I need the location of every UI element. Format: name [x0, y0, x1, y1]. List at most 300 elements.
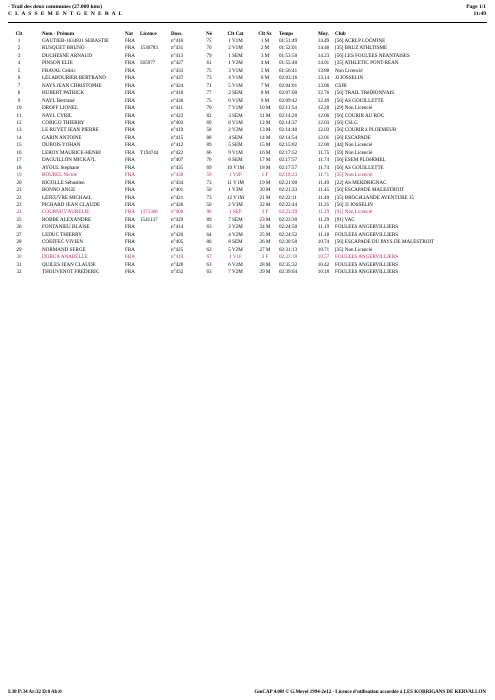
- cell-speed: 12.76: [317, 90, 330, 97]
- cell-name: HUBERT PATRICK: [42, 90, 85, 97]
- cell-club: JJ JOSSELIN: [335, 75, 364, 82]
- cell-sex-rank: 21 M: [259, 194, 271, 201]
- cell-speed: 14.49: [317, 38, 330, 44]
- cell-sex-rank: 28 M: [259, 261, 271, 268]
- cell-nat: FRA: [125, 134, 135, 141]
- cell-sex-rank: 10 M: [259, 105, 271, 112]
- cell-sex-rank: 7 M: [260, 82, 270, 89]
- cell-name: PINSON ELIE: [42, 60, 73, 67]
- table-row: [8, 113, 487, 120]
- cell-cat-rank: 7 V2M: [228, 269, 243, 276]
- cell-cat-rank: 3 V2M: [228, 224, 243, 231]
- cell-rank: 21: [16, 187, 22, 194]
- cell-sex-rank: 29 M: [259, 269, 271, 276]
- cell-name: LEDUC THIERRY: [42, 231, 82, 238]
- cell-speed: 11.40: [317, 194, 330, 201]
- cell-born: 67: [206, 254, 212, 261]
- cell-name: FRAVAL Cédric: [42, 67, 76, 74]
- cell-time: 02:35:32: [279, 261, 298, 268]
- cell-club: [59] Non Licencié: [335, 149, 373, 156]
- cell-time: 02:15:02: [279, 142, 298, 149]
- cell-speed: 13.88: [317, 67, 330, 74]
- cell-cat-rank: 2 V2M: [228, 127, 243, 134]
- cell-born: 73: [206, 179, 212, 186]
- cell-born: 73: [206, 194, 212, 201]
- cell-sex-rank: 2 F: [261, 209, 269, 216]
- cell-bib: n°414: [171, 224, 184, 231]
- cell-licence: [140, 239, 171, 246]
- cell-time: 02:39:04: [279, 269, 298, 276]
- cell-nat: FRA: [125, 194, 135, 201]
- cell-nat: FRA: [125, 52, 135, 59]
- cell-born: 76: [206, 157, 212, 164]
- cell-bib: n°415: [171, 134, 184, 141]
- cell-bib: n°420: [171, 231, 184, 238]
- cell-rank: 8: [17, 90, 21, 97]
- cell-sex-rank: 1 F: [261, 172, 269, 179]
- table-row: [8, 150, 487, 157]
- cell-born: 86: [206, 239, 212, 246]
- cell-nat: FRA: [125, 149, 135, 156]
- col-header-speed: Moy.: [318, 30, 329, 37]
- results-table: [8, 29, 487, 277]
- table-row: [8, 209, 487, 216]
- cell-speed: 12.28: [317, 105, 330, 112]
- cell-sex-rank: 8 M: [260, 90, 270, 97]
- cell-time: 01:52:01: [279, 45, 298, 52]
- table-row: [8, 45, 487, 52]
- cell-nat: FRA: [125, 127, 135, 134]
- table-row: [8, 232, 487, 239]
- cell-sex-rank: 16 M: [259, 149, 271, 156]
- cell-time: 02:21:00: [279, 179, 298, 186]
- cell-cat-rank: 1 V2M: [228, 60, 243, 67]
- cell-club: FOULEES ANGERVILLIERS: [335, 269, 399, 276]
- cell-speed: 11.74: [317, 164, 330, 171]
- cell-club: Non Licencié: [335, 67, 363, 74]
- cell-time: 02:09:42: [279, 97, 298, 104]
- cell-club: [56] ESEM PLOëRMEL: [335, 157, 386, 164]
- table-row: [8, 75, 487, 82]
- cell-speed: 14.01: [317, 60, 330, 67]
- cell-born: 71: [206, 82, 212, 89]
- cell-rank: 12: [16, 119, 22, 126]
- cell-cat-rank: 1 V3M: [228, 187, 243, 194]
- cell-name: DAGUILLON MICKA?L: [42, 157, 96, 164]
- table-row: [8, 239, 487, 246]
- cell-cat-rank: 1 V1F: [229, 254, 242, 261]
- cell-nat: FRA: [125, 261, 135, 268]
- cell-speed: 12.49: [317, 97, 330, 104]
- cell-name: DROFF LIONEL: [42, 105, 79, 112]
- cell-sex-rank: 18 M: [259, 164, 271, 171]
- col-header-born: Né: [206, 30, 212, 37]
- page-number: Page 1/1: [466, 4, 486, 10]
- cell-cat-rank: 2 V3M: [228, 201, 243, 208]
- cell-rank: 30: [16, 254, 22, 261]
- cell-name: COURNUT AURELIE: [42, 209, 90, 216]
- cell-club: CSJB: [335, 82, 347, 89]
- table-row: [8, 180, 487, 187]
- table-row: [8, 172, 487, 179]
- cell-nat: FRA: [125, 254, 135, 261]
- cell-nat: FRA: [125, 172, 135, 179]
- cell-speed: 11.29: [317, 209, 330, 216]
- cell-name: FONTANIEU BLAISE: [42, 224, 90, 231]
- table-row: [8, 224, 487, 231]
- cell-rank: 15: [16, 142, 22, 149]
- cell-cat-rank: 7 V1M: [228, 105, 243, 112]
- cell-born: 89: [206, 142, 212, 149]
- cell-rank: 9: [17, 97, 21, 104]
- cell-rank: 19: [16, 172, 22, 179]
- cell-time: 01:56:41: [279, 67, 298, 74]
- cell-club: [35] Non Licencié: [335, 172, 373, 179]
- cell-sex-rank: 5 M: [260, 67, 270, 74]
- table-row: [8, 90, 487, 97]
- cell-bib: n°407: [171, 157, 184, 164]
- cell-bib: n°437: [171, 75, 184, 82]
- cell-time: 02:14:40: [279, 127, 298, 134]
- cell-sex-rank: 1 M: [260, 38, 270, 44]
- cell-cat-rank: 4 V1M: [228, 75, 243, 82]
- cell-name: LEROY MAURICE-HENRI: [42, 149, 101, 156]
- cell-born: 61: [206, 60, 212, 67]
- cell-nat: FRA: [125, 246, 135, 253]
- cell-club: [56] AS GOUILLETTE: [335, 97, 384, 104]
- cell-nat: FRA: [125, 209, 135, 216]
- table-row: [8, 120, 487, 127]
- cell-club: FOULEES ANGERVILLIERS: [335, 224, 399, 231]
- cell-time: 01:53:50: [279, 52, 298, 59]
- cell-licence: [140, 75, 171, 82]
- cell-speed: 11.75: [317, 149, 330, 156]
- table-row: [8, 254, 487, 261]
- cell-speed: 10.18: [317, 269, 330, 276]
- cell-licence: [140, 187, 171, 194]
- cell-nat: FRA: [125, 112, 135, 119]
- cell-licence: [140, 68, 171, 75]
- cell-rank: 11: [16, 112, 22, 119]
- col-header-bib: Doss.: [171, 30, 183, 37]
- cell-nat: FRA: [125, 60, 135, 67]
- cell-club: [56] COURIR à PLOEMEUR: [335, 127, 397, 134]
- cell-time: 02:23:30: [279, 216, 298, 223]
- col-header-rank: Clt: [15, 30, 23, 37]
- cell-time: 02:03:16: [279, 75, 298, 82]
- cell-licence: [140, 165, 171, 172]
- table-row: [8, 83, 487, 90]
- cell-licence: [140, 254, 171, 261]
- cell-speed: 10.57: [317, 254, 330, 261]
- table-row: [8, 202, 487, 209]
- cell-licence: [140, 232, 171, 239]
- col-header-licence: Licence: [140, 30, 157, 37]
- cell-nat: FRA: [125, 157, 135, 164]
- cell-rank: 2: [17, 45, 21, 52]
- cell-licence: [140, 269, 171, 276]
- cell-name: NAYL Bertrand: [42, 97, 75, 104]
- cell-name: QUILES JEAN CLAUDE: [42, 261, 96, 268]
- cell-bib: n°427: [171, 60, 184, 67]
- cell-licence: 1530783: [140, 45, 158, 52]
- cell-name: BONNO ANGE: [42, 187, 76, 194]
- cell-club: [29] Non Licencié: [335, 105, 373, 112]
- col-header-club: Club: [335, 30, 346, 37]
- col-header-cat-rank: Clt Cat: [227, 30, 244, 37]
- cell-sex-rank: 19 M: [259, 179, 271, 186]
- cell-name: NAYS JEAN CHRISTOPHE: [42, 82, 102, 89]
- cell-rank: 29: [16, 246, 22, 253]
- cell-club: [56] ACRLP LOCMINE: [335, 38, 386, 44]
- cell-time: 02:14:20: [279, 112, 298, 119]
- cell-sex-rank: 17 M: [259, 157, 271, 164]
- cell-time: 02:14:37: [279, 119, 298, 126]
- cell-time: 02:14:54: [279, 134, 298, 141]
- cell-bib: n°423: [171, 112, 184, 119]
- cell-bib: n°419: [171, 127, 184, 134]
- footer-licence: GmCAP 4.00f © G.Mevel 1994-2e12 - Licence d'utilisation accordée à LES KORRIGANS DE KERVALLON: [254, 690, 486, 695]
- cell-nat: FRA: [125, 119, 135, 126]
- cell-licence: [140, 38, 171, 45]
- cell-bib: n°413: [171, 52, 184, 59]
- cell-born: 75: [206, 38, 212, 44]
- cell-name: NORMAND SERGE: [42, 246, 86, 253]
- col-header-nat: Nat: [125, 30, 133, 37]
- cell-club: FOULEES ANGERVILLIERS: [335, 231, 399, 238]
- cell-nat: FRA: [125, 67, 135, 74]
- cell-name: RUSQUET BRUNO: [42, 45, 85, 52]
- cell-bib: n°410: [171, 254, 184, 261]
- cell-cat-rank: 6 V2M: [228, 261, 243, 268]
- race-title: - Trail des deux communes (27.000 kms): [8, 4, 103, 10]
- cell-speed: 11.49: [317, 179, 330, 186]
- cell-rank: 24: [16, 209, 22, 216]
- cell-licence: [140, 135, 171, 142]
- cell-sex-rank: 26 M: [259, 239, 271, 246]
- cell-rank: 3: [17, 52, 21, 59]
- cell-cat-rank: 2 V1M: [228, 45, 243, 52]
- cell-born: 63: [206, 269, 212, 276]
- cell-sex-rank: 25 M: [259, 231, 271, 238]
- cell-born: 62: [206, 246, 212, 253]
- cell-speed: 14.46: [317, 45, 330, 52]
- cell-club: [35] BRUZ ATHLTISME: [335, 45, 388, 52]
- cell-rank: 20: [16, 179, 22, 186]
- cell-bib: n°402: [171, 119, 184, 126]
- cell-rank: 31: [16, 261, 22, 268]
- cell-licence: [140, 127, 171, 134]
- cell-nat: FRA: [125, 105, 135, 112]
- cell-licence: [140, 98, 171, 105]
- cell-time: 02:11:54: [279, 105, 297, 112]
- cell-time: 02:21:33: [279, 187, 298, 194]
- cell-speed: 12.03: [317, 119, 330, 126]
- cell-name: GAUTIER-1634831 SEBASTIE: [42, 38, 109, 44]
- cell-rank: 10: [16, 105, 22, 112]
- cell-speed: 11.18: [317, 231, 330, 238]
- cell-licence: [140, 180, 171, 187]
- cell-licence: 1373368: [140, 209, 158, 216]
- cell-bib: n°431: [171, 45, 184, 52]
- cell-bib: n°434: [171, 179, 184, 186]
- cell-time: 02:30:50: [279, 239, 298, 246]
- cell-time: 02:24:50: [279, 224, 298, 231]
- cell-born: 70: [206, 45, 212, 52]
- cell-name: PICHARD JEAN CLAUDE: [42, 201, 101, 208]
- table-row: [8, 53, 487, 60]
- cell-born: 64: [206, 231, 212, 238]
- cell-speed: 10.71: [317, 246, 330, 253]
- cell-sex-rank: 22 M: [259, 201, 271, 208]
- cell-cat-rank: 1 V2F: [229, 172, 242, 179]
- cell-club: [56] LES FOULEES NEANTAISES: [335, 52, 410, 59]
- cell-speed: 12.00: [317, 142, 330, 149]
- cell-licence: [140, 83, 171, 90]
- cell-cat-rank: 5 V1M: [228, 82, 243, 89]
- cell-born: 63: [206, 224, 212, 231]
- table-row: [8, 105, 487, 112]
- cell-nat: FRA: [125, 164, 135, 171]
- cell-licence: [140, 105, 171, 112]
- cell-club: FOULEES ANGERVILLIERS: [335, 254, 399, 261]
- table-row: [8, 195, 487, 202]
- cell-cat-rank: 3 SEM: [228, 112, 243, 119]
- cell-speed: 13.14: [317, 75, 330, 82]
- cell-nat: FRA: [125, 224, 135, 231]
- cell-sex-rank: 11 M: [259, 112, 271, 119]
- table-row: [8, 165, 487, 172]
- cell-cat-rank: 11 V1M: [227, 179, 244, 186]
- cell-rank: 17: [16, 157, 22, 164]
- cell-club: [56] ESCAPADE MALESTROIT: [335, 187, 405, 194]
- cell-speed: 13.06: [317, 82, 330, 89]
- cell-rank: 13: [16, 127, 22, 134]
- cell-time: 02:33:18: [279, 254, 298, 261]
- table-row: [8, 135, 487, 142]
- cell-name: COEFFEC VIVIEN: [42, 239, 84, 246]
- cell-born: 73: [206, 75, 212, 82]
- cell-licence: [140, 195, 171, 202]
- cell-nat: FRA: [125, 75, 135, 82]
- cell-bib: n°416: [171, 38, 184, 44]
- cell-nat: FRA: [125, 97, 135, 104]
- cell-cat-rank: 8 SEM: [228, 239, 243, 246]
- cell-nat: FRA: [125, 201, 135, 208]
- cell-time: 02:23:29: [279, 209, 298, 216]
- cell-time: 02:07:00: [279, 90, 298, 97]
- header-divider: [8, 22, 487, 23]
- cell-cat-rank: 8 V1M: [228, 119, 243, 126]
- cell-sex-rank: 27 M: [259, 246, 271, 253]
- cell-club: [56] AS GOUILLETTE: [335, 164, 384, 171]
- cell-nat: FRA: [125, 82, 135, 89]
- cell-sex-rank: 3 F: [261, 254, 269, 261]
- cell-born: 50: [206, 201, 212, 208]
- cell-speed: 11.74: [317, 157, 330, 164]
- cell-speed: 12.06: [317, 112, 330, 119]
- cell-rank: 25: [16, 216, 22, 223]
- cell-sex-rank: 4 M: [260, 60, 270, 67]
- cell-name: DOBUA ANABELLE: [42, 254, 88, 261]
- cell-speed: 11.19: [317, 224, 330, 231]
- table-row: [8, 68, 487, 75]
- cell-rank: 6: [17, 75, 21, 82]
- cell-nat: FRA: [125, 231, 135, 238]
- cell-born: 69: [206, 119, 212, 126]
- cell-bib: n°425: [171, 246, 184, 253]
- cell-club: [44] Non Licencié: [335, 142, 373, 149]
- cell-name: GARIN ANTOINE: [42, 134, 82, 141]
- cell-cat-rank: 7 SEM: [228, 216, 243, 223]
- cell-cat-rank: 3 V1M: [228, 67, 243, 74]
- results-header: [8, 4, 123, 17]
- cell-name: LEFEUVRE MICHAëL: [42, 194, 92, 201]
- cell-time: 02:24:52: [279, 231, 298, 238]
- cell-bib: n°426: [171, 201, 184, 208]
- cell-club: [56] JJ JOSSELIN: [335, 201, 373, 208]
- cell-rank: 5: [17, 67, 21, 74]
- cell-licence: [140, 120, 171, 127]
- cell-licence: T194744: [140, 149, 159, 156]
- cell-rank: 16: [16, 149, 22, 156]
- cell-bib: n°406: [171, 209, 184, 216]
- cell-time: 02:18:23: [279, 172, 298, 179]
- cell-bib: n°428: [171, 261, 184, 268]
- cell-bib: n°429: [171, 216, 184, 223]
- table-row: [8, 38, 487, 45]
- cell-name: DUCHESNE ARNAUD: [42, 52, 92, 59]
- cell-cat-rank: 12 V1M: [226, 194, 245, 201]
- cell-name: DUBOIS YOHAN: [42, 142, 81, 149]
- cell-bib: n°424: [171, 82, 184, 89]
- cell-bib: n°421: [171, 194, 184, 201]
- table-row: [8, 217, 487, 224]
- cell-speed: 10.74: [317, 239, 330, 246]
- cell-sex-rank: 6 M: [260, 75, 270, 82]
- cell-nat: FRA: [125, 269, 135, 276]
- cell-name: THOUVENOT FREDERIC: [42, 269, 100, 276]
- cell-nat: FRA: [125, 179, 135, 186]
- cell-speed: 11.29: [317, 216, 330, 223]
- cell-licence: [140, 172, 171, 179]
- cell-cat-rank: 4 V2M: [228, 231, 243, 238]
- cell-speed: 11.45: [317, 187, 330, 194]
- table-row: [8, 187, 487, 194]
- cell-bib: n°435: [171, 164, 184, 171]
- cell-sex-rank: 14 M: [259, 134, 271, 141]
- cell-born: 70: [206, 105, 212, 112]
- cell-born: 50: [206, 187, 212, 194]
- cell-club: FOULEES ANGERVILLIERS: [335, 261, 399, 268]
- table-row: [8, 247, 487, 254]
- cell-born: 66: [206, 149, 212, 156]
- table-row: [8, 269, 487, 276]
- cell-bib: n°433: [171, 67, 184, 74]
- cell-time: 01:51:49: [279, 38, 298, 44]
- cell-speed: 12.01: [317, 134, 330, 141]
- cell-bib: n°438: [171, 172, 184, 179]
- cell-sex-rank: 24 M: [259, 224, 271, 231]
- cell-cat-rank: 1 V1M: [228, 38, 243, 44]
- cell-sex-rank: 2 M: [260, 45, 270, 52]
- cell-club: [56] ESCAPADE: [335, 134, 371, 141]
- cell-club: [91] VAC: [335, 216, 355, 223]
- cell-time: 02:17:57: [279, 157, 298, 164]
- cell-born: 58: [206, 127, 212, 134]
- cell-licence: [140, 90, 171, 97]
- cell-cat-rank: 6 V1M: [228, 97, 243, 104]
